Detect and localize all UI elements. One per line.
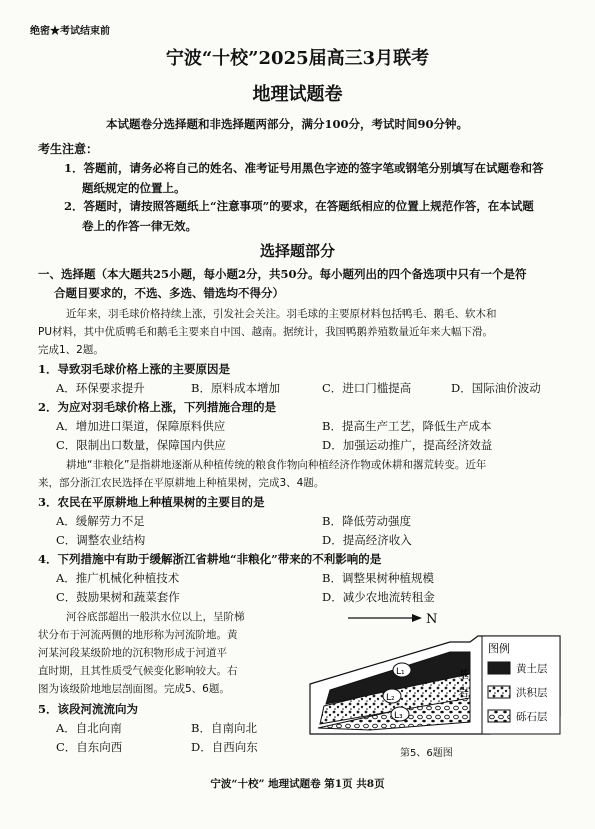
passage-2-line-1: 耕地“非粮化”是指耕地逐渐从种植传统的粮食作物向种植经济作物或休耕和撂荒转变。近年 [66, 459, 487, 471]
legend-label-gravel: 砾石层 [516, 711, 548, 723]
question-1-stem: 1．导致羽毛球价格上涨的主要原因是 [38, 362, 230, 376]
page-footer: 宁波“十校” 地理试题卷 第1页 共8页 [210, 778, 385, 790]
north-label: N [426, 612, 438, 627]
legend-label-loess: 黄土层 [516, 663, 548, 675]
question-2-stem: 2．为应对羽毛球价格上涨，下列措施合理的是 [38, 400, 276, 414]
question-5-option-b: B．自南向北 [191, 721, 257, 735]
question-5-option-c: C．自东向西 [56, 740, 123, 754]
north-arrow-head [412, 614, 422, 622]
exam-intro: 本试题卷分选择题和非选择题两部分，满分100分，考试时间90分钟。 [106, 117, 469, 131]
section-instructions-line-1: 一、选择题（本大题共25小题，每小题2分，共50分。每小题列出的四个备选项中只有一个是符 [38, 267, 527, 281]
exam-subtitle: 地理试题卷 [252, 84, 343, 105]
passage-3-line-2: 状分布于河流两侧的地形称为河流阶地。黄 [38, 629, 238, 641]
question-2-option-d: D．加强运动推广，提高经济效益 [322, 438, 493, 452]
exam-title: 宁波“十校”2025届高三3月联考 [165, 48, 430, 69]
notes-heading: 考生注意： [38, 142, 99, 156]
question-3-option-a: A．缓解劳力不足 [56, 514, 145, 528]
question-4-option-c: C．鼓励果树和蔬菜套作 [56, 590, 180, 604]
passage-1-line-1: 近年来，羽毛球价格持续上涨，引发社会关注。羽毛球的主要原材料包括鸭毛、鹅毛、软木和 [66, 308, 497, 320]
l3-label: L₃ [394, 711, 403, 721]
question-5-option-a: A．自北向南 [56, 721, 122, 735]
confidential-mark: 绝密★考试结束前 [30, 26, 110, 37]
question-4-stem: 4．下列措施中有助于缓解浙江省耕地“非粮化”带来的不利影响的是 [38, 552, 382, 566]
question-4-option-d: D．减少农地流转租金 [322, 590, 435, 604]
legend-swatch-flood [488, 686, 510, 698]
l2-label: L₂ [386, 693, 395, 703]
passage-1-line-3: 完成1、2题。 [38, 344, 104, 356]
question-4-option-a: A．推广机械化种植技术 [56, 571, 180, 585]
question-2-option-c: C．限制出口数量，保障国内供应 [56, 438, 226, 452]
question-4-option-b: B．调整果树种植规模 [322, 571, 434, 585]
question-3-option-b: B．降低劳动强度 [322, 514, 411, 528]
question-3-stem: 3．农民在平原耕地上种植果树的主要目的是 [38, 495, 265, 509]
question-2-option-a: A．增加进口渠道，保障原料供应 [56, 419, 226, 433]
section-instructions-line-2: 合题目要求的，不选、多选、错选均不得分） [54, 286, 284, 300]
legend-label-flood: 洪积层 [516, 687, 548, 699]
legend-swatch-gravel [488, 710, 510, 722]
legend-swatch-loess [488, 662, 510, 674]
terrace-profile-figure [300, 606, 580, 756]
question-5-stem: 5．该段河流流向为 [38, 702, 139, 716]
question-3-option-d: D．提高经济收入 [322, 533, 412, 547]
note-2-line-1: 2．答题时，请按照答题纸上“注意事项”的要求，在答题纸相应的位置上规范作答，在本试题 [64, 199, 534, 213]
question-5-option-d: D．自西向东 [191, 740, 258, 754]
passage-3-line-4: 直时期，且其性质受气候变化影响较大。右 [38, 665, 238, 677]
passage-3-line-5: 图为该级阶地地层剖面图。完成5、6题。 [38, 683, 230, 695]
passage-2-line-2: 来，部分浙江农民选择在平原耕地上种植果树，完成3、4题。 [38, 477, 325, 489]
question-1-option-b: B．原料成本增加 [191, 381, 280, 395]
bedrock-label-2: 岩 [458, 686, 469, 699]
question-3-option-c: C．调整农业结构 [56, 533, 146, 547]
question-1-option-c: C．进口门槛提高 [322, 381, 412, 395]
bedrock-label-1: 基 [458, 668, 469, 681]
legend-title: 图例 [488, 642, 510, 655]
note-2-line-2: 卷上的作答一律无效。 [82, 219, 197, 233]
section-title: 选择题部分 [259, 242, 335, 260]
note-1-line-1: 1．答题前，请务必将自己的姓名、准考证号用黑色字迹的签字笔或钢笔分别填写在试题卷和答 [64, 161, 544, 175]
figure-caption: 第5、6题图 [400, 748, 453, 759]
question-1-option-d: D．国际油价波动 [451, 381, 541, 395]
question-2-option-b: B．提高生产工艺，降低生产成本 [322, 419, 492, 433]
passage-1-line-2: PU材料，其中优质鸭毛和鹅毛主要来自中国、越南。据统计，我国鸭鹅养殖数量近年来大幅下滑。 [38, 326, 494, 338]
passage-3-line-1: 河谷底部超出一般洪水位以上，呈阶梯 [66, 611, 245, 623]
passage-3-line-3: 河某河段某级阶地的沉积物形成于河道平 [38, 647, 227, 659]
note-1-line-2: 题纸规定的位置上。 [82, 181, 186, 195]
question-1-option-a: A．环保要求提升 [56, 381, 145, 395]
l1-label: L₁ [396, 667, 405, 677]
